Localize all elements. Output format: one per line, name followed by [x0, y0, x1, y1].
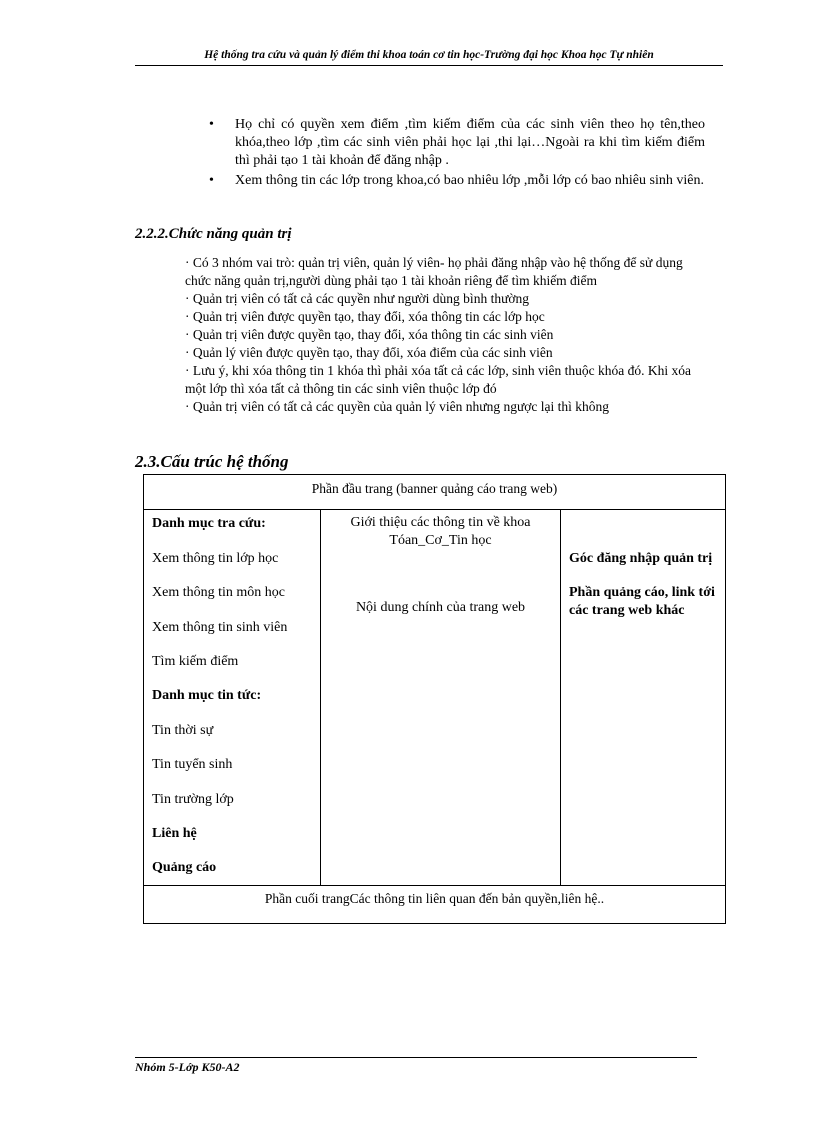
admin-paragraph: · Quản trị viên có tất cả các quyền của quản lý viên nhưng ngược lại thì không — [185, 399, 610, 414]
bullet-text: Họ chỉ có quyền xem điểm ,tìm kiếm điểm của các sinh viên theo họ tên,theo khóa,theo lớp ,tìm các sinh viên phải học lại ,thi lại…Ngoài ra khi tìm kiếm điểm thì phải tạo 1 tài khoản để đăng nhập . — [235, 117, 705, 168]
center-main: Nội dung chính của trang web — [355, 600, 526, 615]
admin-paragraph: · Lưu ý, khi xóa thông tin 1 khóa thì phải xóa tất cả các lớp, sinh viên thuộc khóa đó. Khi xóa một lớp thì xóa tất cả thông tin các sinh viên thuộc lớp đó — [185, 363, 691, 396]
center-column — [321, 510, 561, 885]
header-rule — [135, 65, 723, 66]
center-intro: Giới thiệu các thông tin về khoa Tóan_Cơ_Tin học — [350, 515, 531, 548]
right-ads: Phần quảng cáo, link tới các trang web khác — [569, 585, 715, 618]
left-column — [144, 510, 321, 885]
bullet-text: Xem thông tin các lớp trong khoa,có bao nhiêu lớp ,mỗi lớp có bao nhiêu sinh viên. — [235, 173, 704, 188]
nav-item-search-score: Tìm kiếm điểm — [152, 654, 239, 669]
footer-rule — [135, 1057, 697, 1058]
bullet-list — [205, 116, 705, 192]
nav-item-ads: Quảng cáo — [152, 860, 217, 875]
right-login: Góc đăng nhập quản trị — [569, 551, 713, 566]
section-title-admin: 2.2.2.Chức năng quản trị — [135, 226, 292, 242]
nav-item-student-info: Xem thông tin sinh viên — [152, 620, 288, 635]
right-column — [561, 510, 725, 885]
bullet-dot-icon: • — [209, 173, 214, 188]
nav-heading-news: Danh mục tin tức: — [152, 688, 262, 703]
nav-item-admission-news: Tin tuyển sinh — [152, 757, 233, 772]
admin-paragraph: · Có 3 nhóm vai trò: quản trị viên, quản lý viên- họ phải đăng nhập vào hệ thống để sử dụng chức năng quản trị,người dùng phải tạo 1 tài khoản riêng để tìm khiếm điểm — [185, 255, 683, 288]
section-title-structure: 2.3.Cấu trúc hệ thống — [135, 452, 289, 471]
table-footer-cell: Phần cuối trangCác thông tin liên quan đến bản quyền,liên hệ.. — [264, 891, 605, 906]
bullet-dot-icon: • — [209, 117, 214, 132]
table-middle-row — [144, 510, 725, 886]
admin-paragraphs — [185, 254, 705, 416]
table-header-cell: Phần đầu trang (banner quảng cáo trang web) — [144, 475, 725, 510]
admin-paragraph: · Quản trị viên có tất cả các quyền như người dùng bình thường — [185, 291, 530, 306]
nav-item-contact: Liên hệ — [152, 826, 197, 841]
nav-item-subject-info: Xem thông tin môn học — [152, 585, 285, 600]
nav-item-class-info: Xem thông tin lớp học — [152, 551, 279, 566]
nav-item-school-news: Tin trường lớp — [152, 792, 234, 807]
admin-paragraph: · Quản trị viên được quyền tạo, thay đổi, xóa thông tin các sinh viên — [185, 327, 554, 342]
admin-paragraph: · Quản lý viên được quyền tạo, thay đổi, xóa điểm của các sinh viên — [185, 345, 553, 360]
nav-item-current-news: Tin thời sự — [152, 723, 214, 738]
page-header: Hệ thống tra cứu và quản lý điểm thi khoa toán cơ tin học-Trường đại học Khoa học Tự nhiên — [204, 49, 654, 61]
bullet-item — [205, 172, 705, 190]
admin-paragraph: · Quản trị viên được quyền tạo, thay đổi, xóa thông tin các lớp học — [185, 309, 545, 324]
nav-heading-lookup: Danh mục tra cứu: — [152, 516, 266, 531]
page-footer: Nhóm 5-Lớp K50-A2 — [135, 1060, 240, 1074]
bullet-item — [205, 116, 705, 170]
layout-table — [143, 474, 726, 924]
